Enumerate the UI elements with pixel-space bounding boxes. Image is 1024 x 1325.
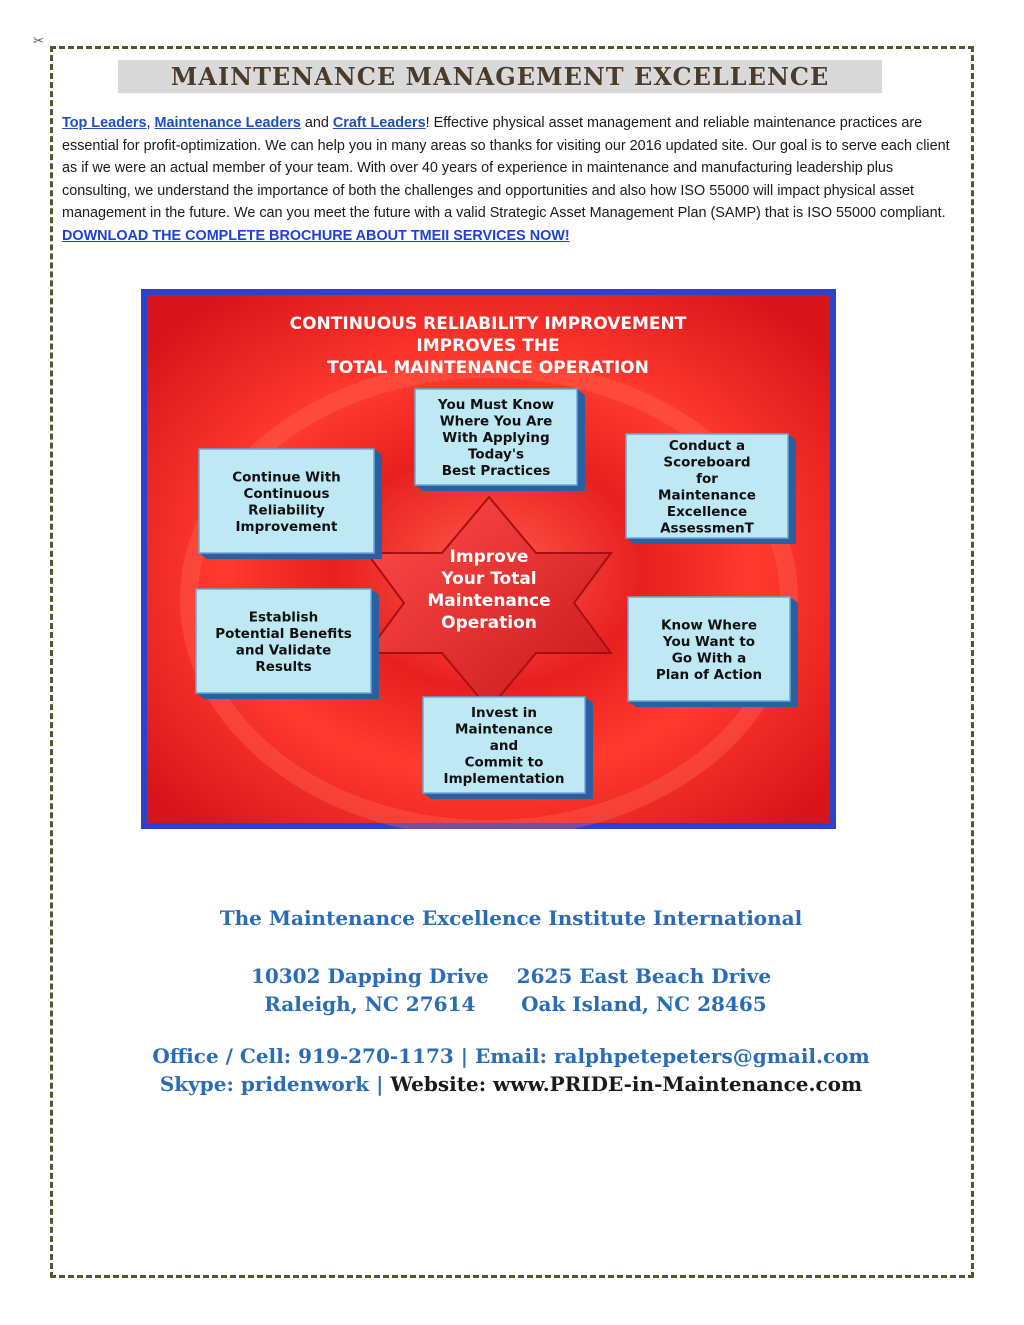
address-raleigh-city: Raleigh, NC 27614 bbox=[264, 992, 476, 1016]
reliability-diagram bbox=[141, 289, 836, 829]
box-conduct-scoreboard-line-1: Scoreboard bbox=[663, 454, 751, 471]
intro-paragraph bbox=[62, 112, 962, 247]
link-craft-leaders[interactable]: Craft Leaders bbox=[332, 115, 426, 131]
link-maintenance-leaders[interactable]: Maintenance Leaders bbox=[154, 115, 301, 131]
box-know-where-you-want-line-2: Go With a bbox=[671, 650, 747, 667]
box-establish-benefits-line-1: Potential Benefits bbox=[215, 625, 352, 642]
box-know-where-you-are-line-4: Best Practices bbox=[441, 463, 551, 479]
address-oak-island-street: 2625 East Beach Drive bbox=[516, 964, 772, 988]
center-star-line-2: Maintenance bbox=[427, 591, 551, 611]
box-know-where-you-want-line-0: Know Where bbox=[661, 617, 757, 634]
box-invest-in-maintenance-line-4: Implementation bbox=[443, 771, 565, 787]
box-know-where-you-are-line-1: Where You Are bbox=[439, 413, 553, 430]
box-conduct-scoreboard bbox=[626, 434, 796, 544]
intro-body-text: ! Effective physical asset management and reliable maintenance practices are essential for profit-optimization. We can help you in many areas so thanks for visiting our 2016 updated site. Our goal is to serve each client as if we were an actual member of your team. With over 40 years of experience in maintenance and manufacturing leadership plus consulting, we understand the importance of both the challenges and opportunities and also how ISO 55000 will impact physical asset management in the future. We can you meet the future with a valid Strategic Asset Management Plan (SAMP) that is ISO 55000 compliant. bbox=[62, 115, 950, 221]
box-know-where-you-are bbox=[415, 389, 585, 491]
contact-block bbox=[52, 1042, 970, 1098]
center-star-line-3: Operation bbox=[441, 613, 537, 633]
box-know-where-you-are-line-2: With Applying bbox=[442, 430, 550, 446]
box-establish-benefits-line-0: Establish bbox=[248, 609, 319, 626]
box-know-where-you-are-line-0: You Must Know bbox=[437, 397, 555, 413]
address-oak-island-city: Oak Island, NC 28465 bbox=[521, 992, 767, 1016]
scissors-icon: ✂ bbox=[33, 34, 44, 49]
page-title: MAINTENANCE MANAGEMENT EXCELLENCE bbox=[170, 62, 830, 91]
box-continue-improvement-line-0: Continue With bbox=[232, 469, 341, 486]
box-invest-in-maintenance bbox=[423, 697, 593, 799]
box-know-where-you-want-line-1: You Want to bbox=[662, 633, 756, 650]
box-conduct-scoreboard-line-5: AssessmenT bbox=[660, 520, 754, 537]
box-continue-improvement-line-1: Continuous bbox=[243, 485, 330, 502]
intro-separator-comma: , bbox=[146, 115, 155, 131]
address-block bbox=[52, 962, 970, 1018]
box-conduct-scoreboard-line-2: for bbox=[696, 470, 718, 487]
box-invest-in-maintenance-line-1: Maintenance bbox=[455, 721, 553, 738]
box-establish-benefits-line-2: and Validate bbox=[235, 642, 332, 659]
box-know-where-you-want-line-3: Plan of Action bbox=[655, 666, 763, 683]
box-continue-improvement bbox=[199, 449, 382, 559]
box-conduct-scoreboard-line-4: Excellence bbox=[666, 503, 748, 520]
diagram-heading-line-0: CONTINUOUS RELIABILITY IMPROVEMENT bbox=[289, 314, 687, 334]
center-star-line-0: Improve bbox=[449, 547, 529, 567]
address-raleigh-street: 10302 Dapping Drive bbox=[250, 964, 489, 988]
address-raleigh bbox=[251, 962, 489, 1018]
link-download-brochure[interactable]: DOWNLOAD THE COMPLETE BROCHURE ABOUT TMEII SERVICES NOW! bbox=[62, 227, 570, 244]
center-star-line-1: Your Total bbox=[441, 569, 537, 589]
organization-name: The Maintenance Excellence Institute International bbox=[219, 906, 803, 930]
box-continue-improvement-line-2: Reliability bbox=[248, 502, 325, 519]
diagram-heading-line-1: IMPROVES THE bbox=[416, 336, 560, 356]
contact-phone-email: Office / Cell: 919-270-1173 | Email: ralphpetepeters@gmail.com bbox=[152, 1044, 870, 1068]
box-invest-in-maintenance-line-2: and bbox=[489, 738, 519, 754]
title-banner bbox=[118, 60, 882, 93]
box-conduct-scoreboard-line-0: Conduct a bbox=[668, 437, 746, 454]
address-oak-island bbox=[517, 962, 771, 1018]
box-establish-benefits-line-3: Results bbox=[255, 658, 312, 675]
box-know-where-you-are-line-3: Today's bbox=[467, 446, 525, 463]
link-top-leaders[interactable]: Top Leaders bbox=[62, 115, 147, 131]
box-invest-in-maintenance-line-0: Invest in bbox=[470, 705, 538, 721]
box-establish-benefits bbox=[196, 589, 379, 699]
box-invest-in-maintenance-line-3: Commit to bbox=[464, 754, 544, 771]
contact-skype: Skype: pridenwork | bbox=[159, 1072, 391, 1096]
box-continue-improvement-line-3: Improvement bbox=[235, 518, 338, 535]
box-conduct-scoreboard-line-3: Maintenance bbox=[658, 487, 756, 504]
contact-website: Website: www.PRIDE-in-Maintenance.com bbox=[390, 1072, 863, 1096]
diagram-heading-line-2: TOTAL MAINTENANCE OPERATION bbox=[327, 358, 649, 378]
intro-separator-and: and bbox=[300, 115, 333, 131]
box-know-where-you-want bbox=[628, 597, 798, 707]
contact-skype-website bbox=[52, 1070, 970, 1098]
